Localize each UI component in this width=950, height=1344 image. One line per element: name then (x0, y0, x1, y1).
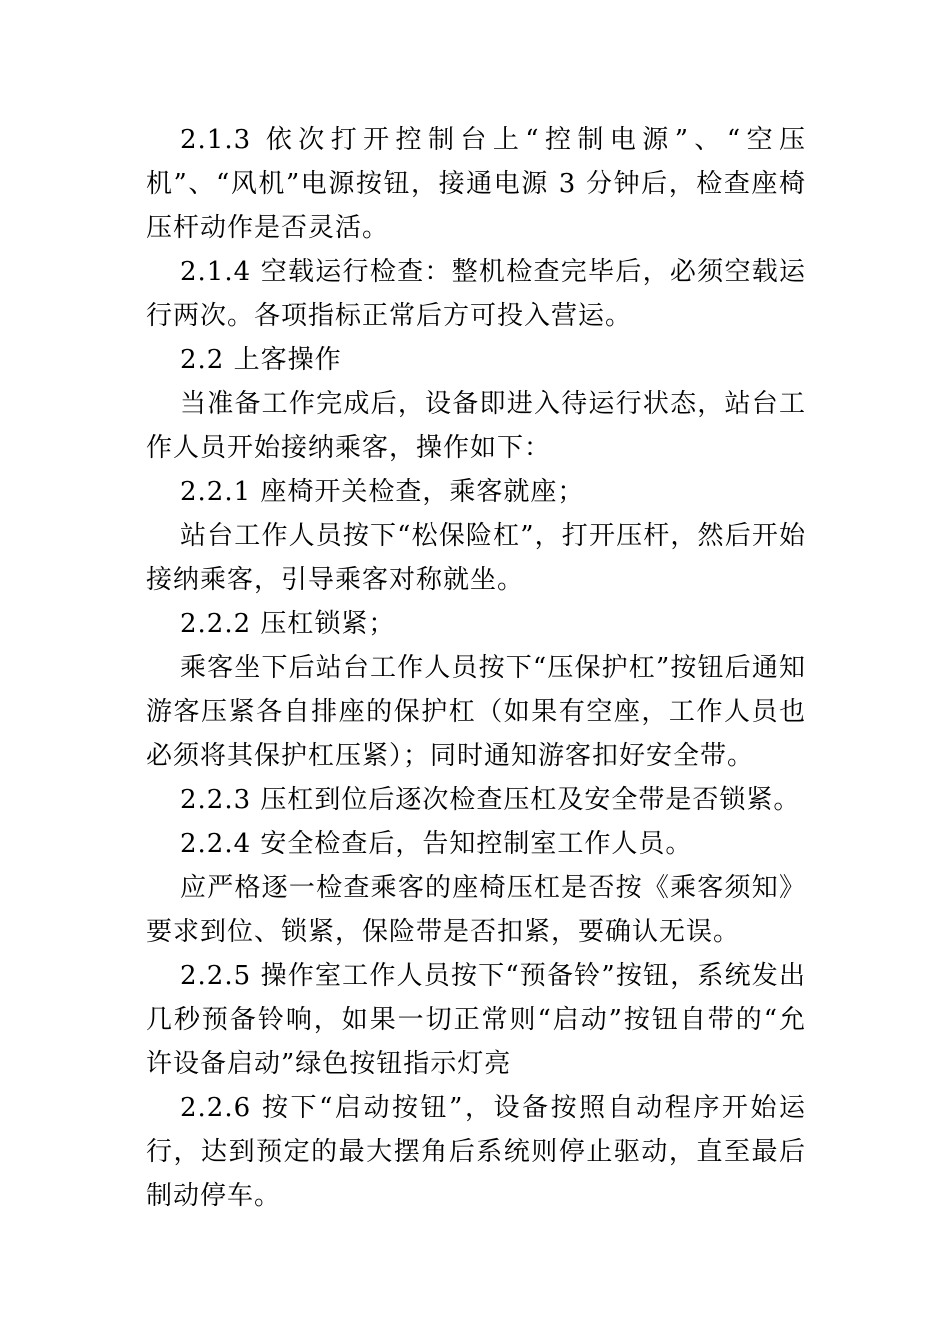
paragraph-2-2-2: 2.2.2 压杠锁紧； (180, 609, 396, 639)
section-heading-2-2: 2.2 上客操作 (180, 345, 342, 375)
paragraph-2-2-2-detail: 乘客坐下后站台工作人员按下“压保护杠”按钮后通知游客压紧各自排座的保护杠（如果有空座，工作人员也必须将其保护杠压紧）；同时通知游客扣好安全带。 (146, 653, 806, 771)
paragraph-2-2-4: 2.2.4 安全检查后，告知控制室工作人员。 (180, 829, 693, 859)
paragraph-2-2-1: 2.2.1 座椅开关检查，乘客就座； (180, 477, 585, 507)
paragraph-2-2-5: 2.2.5 操作室工作人员按下“预备铃”按钮，系统发出几秒预备铃响，如果一切正常则“启动”按钮自带的“允许设备启动”绿色按钮指示灯亮 (146, 961, 806, 1079)
paragraph-2-2-3: 2.2.3 压杠到位后逐次检查压杠及安全带是否锁紧。 (180, 785, 801, 815)
document-body (146, 118, 806, 1218)
paragraph-2-2-1-detail: 站台工作人员按下“松保险杠”，打开压杆，然后开始接纳乘客，引导乘客对称就坐。 (146, 521, 806, 595)
paragraph-2-2-6: 2.2.6 按下“启动按钮”，设备按照自动程序开始运行，达到预定的最大摆角后系统则停止驱动，直至最后制动停车。 (146, 1093, 806, 1211)
paragraph-2-2-4-detail: 应严格逐一检查乘客的座椅压杠是否按《乘客须知》要求到位、锁紧，保险带是否扣紧，要确认无误。 (146, 873, 806, 947)
paragraph-intro: 当准备工作完成后，设备即进入待运行状态，站台工作人员开始接纳乘客，操作如下： (146, 389, 806, 463)
paragraph-2-1-3: 2.1.3 依次打开控制台上“控制电源”、“空压机”、“风机”电源按钮，接通电源 3 分钟后，检查座椅压杆动作是否灵活。 (146, 125, 806, 243)
paragraph-2-1-4: 2.1.4 空载运行检查：整机检查完毕后，必须空载运行两次。各项指标正常后方可投入营运。 (146, 257, 806, 331)
